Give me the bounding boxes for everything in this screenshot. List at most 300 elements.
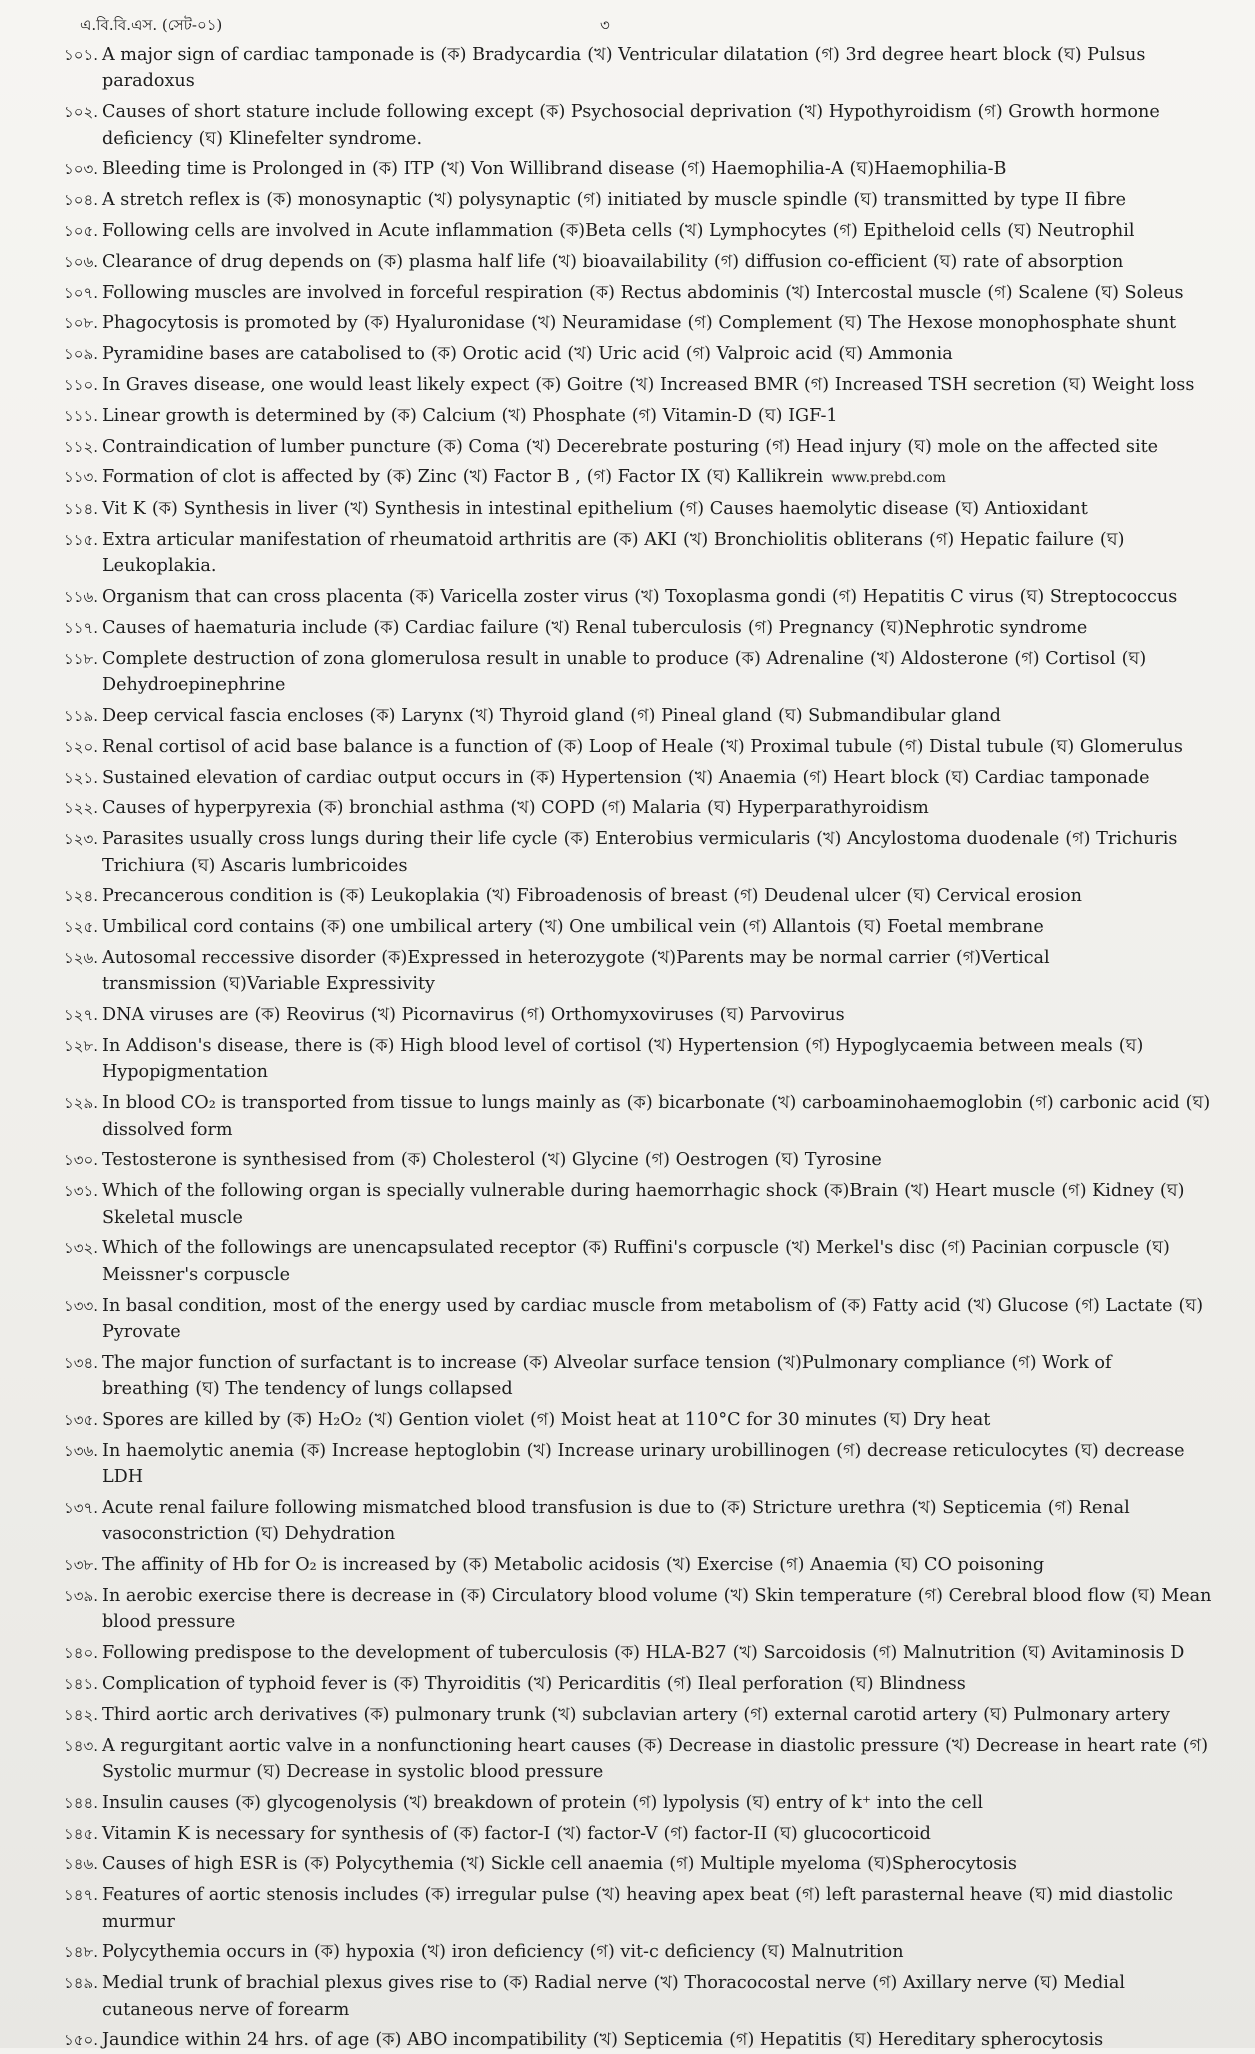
answer-option: (গ) Axillary nerve: [872, 1973, 1028, 1994]
question-stem: Vitamin K is necessary for synthesis of: [102, 1823, 447, 1844]
answer-option: (ক) Synthesis in liver: [151, 499, 338, 520]
question-item: [60, 765, 1215, 791]
question-stem: In basal condition, most of the energy used by cardiac muscle from metabolism of: [102, 1295, 835, 1316]
question-number: ১৪৮.: [64, 1943, 98, 1962]
question-item: [60, 914, 1215, 940]
answer-option: (ক) AKI: [612, 529, 677, 550]
answer-option: (ঘ)Nephrotic syndrome: [879, 617, 1088, 638]
answer-option: (গ) Heart block: [802, 767, 939, 788]
question-body: [102, 1821, 1215, 1847]
answer-option: (ক) Hypertension: [529, 767, 682, 788]
answer-option: (গ) Renal vasoconstriction: [102, 1497, 1130, 1545]
answer-option: (ক) Psychosocial deprivation: [539, 102, 792, 123]
answer-option: (খ) Von Willibrand disease: [440, 159, 675, 180]
question-number: ১৪২.: [64, 1705, 98, 1724]
question-item: [60, 1033, 1215, 1086]
question-body: [102, 703, 1215, 729]
question-body: [102, 1552, 1215, 1578]
answer-option: (ঘ) Soleus: [1094, 282, 1184, 303]
question-item: [60, 1640, 1215, 1666]
answer-option: (গ) Hepatic failure: [928, 529, 1094, 550]
question-stem: Umbilical cord contains: [102, 917, 315, 938]
answer-option: (গ) Malaria: [601, 798, 702, 819]
question-item: [60, 187, 1215, 213]
question-number: ১২৪.: [64, 887, 98, 906]
answer-option: (ঘ) The tendency of lungs collapsed: [195, 1379, 513, 1400]
question-body: [102, 1002, 1215, 1028]
answer-option: (গ) Hepatitis: [729, 2030, 842, 2051]
question-number: ১৩৮.: [64, 1556, 98, 1575]
answer-option: (ঘ) Blindness: [849, 1673, 966, 1694]
answer-option: (খ) heaving apex beat: [595, 1885, 790, 1906]
answer-option: (খ) Sickle cell anaemia: [459, 1854, 664, 1875]
answer-option: (ক) Rectus abdominis: [589, 282, 780, 303]
question-body: [102, 42, 1215, 95]
answer-option: (খ) Septicemia: [911, 1497, 1042, 1518]
question-stem: The affinity of Hb for O₂ is increased by: [102, 1555, 457, 1576]
answer-option: (গ) Hypoglycaemia between meals: [804, 1035, 1113, 1056]
answer-option: (ঘ) Cardiac tamponade: [944, 767, 1150, 788]
question-stem: Complication of typhoid fever is: [102, 1673, 388, 1694]
question-body: [102, 249, 1215, 275]
question-item: [60, 464, 1215, 491]
question-item: [60, 584, 1215, 610]
answer-option: (ঘ) Leukoplakia.: [102, 529, 1125, 577]
answer-option: (ঘ) dissolved form: [102, 1093, 1211, 1140]
answer-option: (গ) initiated by muscle spindle: [576, 190, 848, 211]
page-number: ৩: [600, 16, 610, 34]
answer-option: (গ) Growth hormone deficiency: [102, 102, 1160, 149]
question-number: ১১৫.: [64, 530, 98, 549]
answer-option: (ক) hypoxia: [313, 1942, 415, 1963]
question-body: [102, 403, 1215, 429]
question-number: ১০৫.: [64, 222, 98, 240]
question-body: [102, 734, 1215, 760]
question-item: [60, 1178, 1215, 1231]
answer-option: (ঘ) Submandibular gland: [777, 705, 1001, 726]
answer-option: (ক) Circulatory blood volume: [460, 1585, 718, 1606]
question-stem: Acute renal failure following mismatched blood transfusion is due to: [102, 1497, 715, 1518]
answer-option: (গ) Epitheloid cells: [832, 221, 1002, 241]
answer-option: (গ) Cerebral blood flow: [917, 1585, 1126, 1606]
question-body: [102, 496, 1215, 522]
question-stem: Formation of clot is affected by: [102, 467, 381, 488]
question-stem: Organism that can cross placenta: [102, 587, 403, 608]
answer-option: (খ) Ventricular dilatation: [587, 45, 809, 65]
question-body: [102, 1640, 1215, 1666]
question-item: [60, 883, 1215, 909]
answer-option: (ঘ) Dry heat: [882, 1409, 991, 1430]
question-body: [102, 914, 1215, 940]
question-stem: Causes of high ESR is: [102, 1854, 298, 1875]
question-stem: Sustained elevation of cardiac output occurs in: [102, 767, 524, 788]
question-item: [60, 1583, 1215, 1636]
answer-option: (গ) Ileal perforation: [666, 1673, 844, 1694]
answer-option: (ঘ) Ascaris lumbricoides: [190, 855, 408, 876]
answer-option: (ক) Increase heptoglobin: [300, 1440, 521, 1461]
answer-option: (গ) carbonic acid: [1028, 1093, 1180, 1114]
question-number: ১২২.: [63, 799, 98, 818]
question-number: ১১৪.: [64, 500, 98, 519]
answer-option: (গ) Causes haemolytic disease: [678, 499, 949, 520]
question-stem: Precancerous condition is: [102, 886, 334, 907]
answer-option: (গ) Pineal gland: [630, 705, 772, 726]
question-stem: Causes of short stature include following except: [102, 102, 534, 123]
question-number: ১২৭.: [63, 1006, 98, 1025]
question-number: ১৩৪.: [64, 1353, 98, 1372]
question-item: [60, 1147, 1215, 1173]
answer-option: (ঘ) CO poisoning: [893, 1555, 1045, 1576]
answer-option: (ক) H₂O₂: [286, 1409, 362, 1430]
answer-option: (গ) Systolic murmur: [102, 1735, 1209, 1782]
question-item: [60, 703, 1215, 729]
answer-option: (ক) Leukoplakia: [339, 886, 480, 907]
answer-option: (খ) Decerebrate posturing: [525, 436, 760, 457]
question-stem: Spores are killed by: [102, 1409, 281, 1430]
question-number: ১৫০.: [64, 2031, 98, 2050]
question-item: [60, 1733, 1215, 1786]
answer-option: (গ) Complement: [687, 313, 832, 334]
answer-option: (খ) Neuramidase: [531, 313, 682, 334]
answer-option: (খ) Bronchiolitis obliterans: [683, 529, 923, 550]
answer-option: (খ) Heart muscle: [904, 1181, 1056, 1202]
question-item: [60, 280, 1215, 306]
answer-option: (খ) Uric acid: [567, 344, 680, 365]
question-number: ১৪৩.: [64, 1736, 98, 1755]
question-list: [60, 42, 1215, 2054]
answer-option: (ঘ) Avitaminosis D: [1021, 1643, 1185, 1664]
answer-option: (ঘ) Hereditary spherocytosis: [847, 2030, 1104, 2051]
question-number: ১০২.: [63, 103, 98, 122]
question-body: [102, 1293, 1215, 1346]
answer-option: (ঘ) Glomerulus: [1049, 736, 1183, 757]
question-item: [60, 249, 1215, 275]
question-body: [102, 945, 1215, 998]
answer-option: (ক) Enterobius vermicularis: [563, 829, 811, 850]
answer-option: (ক) Polycythemia: [303, 1854, 454, 1875]
question-number: ১১৮.: [64, 649, 98, 668]
question-item: [60, 1851, 1215, 1877]
answer-option: (ঘ) transmitted by type II fibre: [853, 190, 1127, 211]
answer-option: (খ) Thoracocostal nerve: [653, 1973, 867, 1994]
question-stem: Vit K: [102, 499, 146, 520]
question-number: ১২৩.: [63, 830, 98, 849]
answer-option: (ক) Cholesterol: [400, 1150, 536, 1171]
question-number: ১০৭.: [63, 283, 98, 302]
answer-option: (ক)Beta cells: [559, 221, 673, 241]
answer-option: (খ) Increase urinary urobillinogen: [526, 1440, 831, 1461]
question-number: ১০৯.: [64, 345, 98, 364]
question-stem: Clearance of drug depends on: [102, 251, 372, 272]
question-body: [102, 1583, 1215, 1636]
question-number: ১০৬.: [63, 252, 98, 271]
answer-option: (ঘ) Klinefelter syndrome.: [198, 128, 423, 149]
answer-option: (ক) Fatty acid: [840, 1295, 961, 1316]
answer-option: (ঘ) Kallikrein: [706, 467, 824, 488]
question-number: ১১৯.: [64, 706, 98, 725]
answer-option: (খ) iron deficiency: [420, 1942, 584, 1963]
answer-option: (ঘ)Spherocytosis: [867, 1854, 1017, 1875]
answer-option: (খ) Proximal tubule: [719, 736, 893, 757]
answer-option: (ক) Thyroiditis: [393, 1673, 522, 1694]
question-body: [102, 1671, 1215, 1697]
question-stem: Autosomal reccessive disorder: [102, 947, 376, 968]
question-stem: Contraindication of lumber puncture: [102, 436, 431, 457]
question-number: ১৪৫.: [64, 1824, 98, 1843]
answer-option: (খ) One umbilical vein: [538, 917, 736, 938]
answer-option: (ক) Loop of Heale: [557, 736, 714, 757]
question-stem: Extra articular manifestation of rheumatoid arthritis are: [102, 529, 607, 550]
question-body: [102, 99, 1215, 152]
answer-option: (ঘ) IGF-1: [757, 405, 838, 426]
question-stem: Following cells are involved in Acute inflammation: [102, 221, 554, 241]
answer-option: (গ) Valproic acid: [685, 344, 833, 365]
answer-option: (গ) Lactate: [1074, 1295, 1173, 1316]
question-item: [60, 1671, 1215, 1697]
answer-option: (ঘ)Variable Expressivity: [222, 974, 435, 995]
question-number: ১০৪.: [64, 191, 98, 210]
question-item: [60, 646, 1215, 699]
answer-option: (খ) Thyroid gland: [468, 705, 625, 726]
answer-option: (গ) Oestrogen: [644, 1150, 769, 1171]
answer-option: (খ) Glycine: [541, 1150, 639, 1171]
answer-option: (ঘ) Dehydroepinephrine: [102, 648, 1147, 696]
answer-option: (ঘ) Tyrosine: [774, 1150, 882, 1171]
answer-option: (গ) Factor IX: [586, 467, 701, 488]
answer-option: (ঘ) Mean blood pressure: [102, 1585, 1212, 1633]
answer-option: (ক) Bradycardia: [440, 45, 582, 65]
question-number: ১২৫.: [64, 918, 98, 937]
question-body: [102, 1350, 1215, 1403]
answer-option: (ক) Zinc: [386, 467, 457, 488]
answer-option: (খ) Toxoplasma gondi: [634, 587, 826, 608]
question-stem: A major sign of cardiac tamponade is: [102, 45, 435, 65]
answer-option: (খ) Lymphocytes: [678, 221, 827, 241]
question-number: ১১১.: [64, 406, 98, 425]
question-body: [102, 1790, 1215, 1816]
question-stem: Which of the followings are unencapsulated receptor: [102, 1238, 576, 1259]
answer-option: (গ) Hepatitis C virus: [831, 587, 1014, 608]
answer-option: (খ) Hypothyroidism: [797, 102, 972, 123]
question-number: ১১৩.: [64, 468, 98, 487]
answer-option: (খ) Factor B ,: [462, 467, 581, 488]
answer-option: (ক) ITP: [371, 159, 435, 180]
question-body: [102, 187, 1215, 213]
answer-option: (গ) factor-II: [663, 1823, 768, 1844]
question-item: [60, 218, 1215, 244]
answer-option: (গ) left parasternal heave: [795, 1885, 1023, 1906]
answer-option: (খ) Increased BMR: [629, 374, 798, 395]
answer-option: (ক) Alveolar surface tension: [522, 1352, 771, 1373]
answer-option: (গ) 3rd degree heart block: [814, 45, 1051, 65]
answer-option: (খ) Aldosterone: [870, 648, 1009, 669]
question-item: [60, 1407, 1215, 1433]
question-stem: Bleeding time is Prolonged in: [102, 159, 366, 180]
question-body: [102, 826, 1215, 879]
answer-option: (ঘ) Antioxidant: [954, 499, 1088, 520]
answer-option: (গ) external carotid artery: [743, 1704, 978, 1725]
answer-option: (ক)Brain: [823, 1181, 899, 1202]
answer-option: (খ) Phosphate: [501, 405, 626, 426]
answer-option: (ঘ) Decrease in systolic blood pressure: [256, 1761, 604, 1782]
question-item: [60, 2027, 1215, 2053]
answer-option: (খ) breakdown of protein: [402, 1792, 627, 1813]
question-stem: Following muscles are involved in forceful respiration: [102, 282, 583, 303]
answer-option: (খ) Picornavirus: [370, 1005, 515, 1026]
question-body: [102, 1090, 1215, 1143]
answer-option: (ঘ) Neutrophil: [1007, 221, 1135, 241]
answer-option: (ঘ) Hyperparathyroidism: [707, 798, 929, 819]
answer-option: (ঘ) Parvovirus: [719, 1005, 845, 1026]
answer-option: (খ) Pericarditis: [527, 1673, 661, 1694]
question-stem: Phagocytosis is promoted by: [102, 313, 358, 334]
answer-option: (খ) Septicemia: [592, 2030, 724, 2051]
answer-option: (গ) Deudenal ulcer: [733, 886, 901, 907]
question-item: [60, 795, 1215, 821]
answer-option: (ঘ) Pyrovate: [102, 1295, 1204, 1342]
question-body: [102, 584, 1215, 610]
question-item: [60, 403, 1215, 429]
question-number: ১২৬.: [63, 948, 98, 967]
question-stem: Deep cervical fascia encloses: [102, 705, 364, 726]
question-body: [102, 615, 1215, 641]
answer-option: (ঘ) Medial cutaneous nerve of forearm: [102, 1973, 1126, 2020]
question-item: [60, 1090, 1215, 1143]
question-item: [60, 1495, 1215, 1548]
answer-option: (ঘ) rate of absorption: [932, 251, 1124, 272]
question-body: [102, 1235, 1215, 1288]
answer-option: (ঘ) Cervical erosion: [906, 886, 1082, 907]
question-body: [102, 1178, 1215, 1231]
question-item: [60, 1821, 1215, 1847]
question-stem: In blood CO₂ is transported from tissue to lungs mainly as: [102, 1093, 621, 1114]
question-number: ১১২.: [64, 437, 98, 456]
answer-option: (খ) Merkel's disc: [785, 1238, 935, 1259]
answer-option: (ক) Coma: [436, 436, 520, 457]
source-url: www.prebd.com: [831, 470, 946, 487]
answer-option: (খ) Decrease in heart rate: [944, 1735, 1177, 1756]
answer-option: (ঘ) Hypopigmentation: [102, 1035, 1144, 1083]
question-body: [102, 1147, 1215, 1173]
answer-option: (ক) Decrease in diastolic pressure: [637, 1735, 939, 1756]
question-body: [102, 1033, 1215, 1086]
question-body: [102, 527, 1215, 580]
question-body: [102, 341, 1215, 367]
question-item: [60, 1552, 1215, 1578]
question-item: [60, 310, 1215, 336]
question-body: [102, 795, 1215, 821]
question-body: [102, 434, 1215, 460]
answer-option: (খ) Fibroadenosis of breast: [485, 886, 728, 907]
answer-option: (ক) Goitre: [535, 374, 624, 395]
answer-option: (ক) bronchial asthma: [317, 798, 505, 819]
answer-option: (ঘ) decrease LDH: [102, 1440, 1185, 1488]
answer-option: (ঘ) Weight loss: [1061, 374, 1195, 395]
answer-option: (গ) Vitamin-D: [631, 405, 752, 426]
question-stem: In aerobic exercise there is decrease in: [102, 1585, 455, 1606]
question-number: ১৪৪.: [64, 1793, 98, 1812]
question-item: [60, 1438, 1215, 1491]
answer-option: (গ) Haemophilia-A: [680, 159, 844, 180]
answer-option: (গ) lypolysis: [632, 1792, 740, 1813]
question-body: [102, 646, 1215, 699]
question-stem: Parasites usually cross lungs during their life cycle: [102, 829, 558, 850]
question-number: ১৪৭.: [64, 1886, 98, 1905]
question-number: ১৩৯.: [64, 1586, 98, 1605]
question-body: [102, 156, 1215, 182]
answer-option: (খ) Hypertension: [647, 1035, 799, 1056]
answer-option: (খ)Pulmonary compliance: [776, 1352, 1006, 1373]
question-item: [60, 1939, 1215, 1965]
answer-option: (গ) Cortisol: [1014, 648, 1116, 669]
question-number: ১০৩.: [63, 160, 98, 179]
question-number: ১৩২.: [63, 1239, 98, 1258]
question-body: [102, 1939, 1215, 1965]
answer-option: (ঘ)Haemophilia-B: [849, 159, 1007, 180]
answer-option: (খ) polysynaptic: [427, 190, 571, 211]
question-stem: In Addison's disease, there is: [102, 1035, 363, 1056]
question-body: [102, 765, 1215, 791]
answer-option: (ক) HLA-B27: [613, 1643, 727, 1664]
answer-option: (ক) High blood level of cortisol: [368, 1035, 642, 1056]
question-number: ১১০.: [64, 375, 98, 394]
question-stem: Polycythemia occurs in: [102, 1942, 308, 1963]
question-stem: Complete destruction of zona glomerulosa result in unable to produce: [102, 648, 729, 669]
question-body: [102, 1702, 1215, 1728]
question-number: ১১৬.: [64, 588, 98, 607]
question-number: ১০১.: [64, 46, 98, 64]
answer-option: (খ) Glucose: [966, 1295, 1069, 1316]
question-item: [60, 1970, 1215, 2023]
question-stem: Medial trunk of brachial plexus gives rise to: [102, 1973, 497, 1994]
answer-option: (ঘ) mole on the affected site: [907, 436, 1159, 457]
answer-option: (ক) Larynx: [369, 705, 463, 726]
answer-option: (গ) Malnutrition: [872, 1643, 1016, 1664]
answer-option: (গ) Work of breathing: [102, 1352, 1112, 1400]
question-item: [60, 734, 1215, 760]
answer-option: (ঘ) Foetal membrane: [856, 917, 1044, 938]
answer-option: (ক) Adrenaline: [734, 648, 865, 669]
question-stem: Third aortic arch derivatives: [102, 1704, 358, 1725]
answer-option: (খ) Ancylostoma duodenale: [816, 829, 1060, 850]
question-body: [102, 1970, 1215, 2023]
answer-option: (গ) Kidney: [1061, 1181, 1154, 1202]
question-item: [60, 496, 1215, 522]
question-body: [102, 280, 1215, 306]
answer-option: (গ) Distal tubule: [898, 736, 1044, 757]
answer-option: (ক) plasma half life: [377, 251, 546, 272]
answer-option: (গ) Multiple myeloma: [669, 1854, 862, 1875]
answer-option: (ক) Varicella zoster virus: [408, 587, 629, 608]
question-body: [102, 310, 1215, 336]
answer-option: (গ) Pregnancy: [747, 617, 874, 638]
question-item: [60, 341, 1215, 367]
answer-option: (ঘ) entry of k⁺ into the cell: [745, 1792, 983, 1813]
question-stem: Pyramidine bases are catabolised to: [102, 344, 425, 365]
question-item: [60, 1702, 1215, 1728]
question-stem: Jaundice within 24 hrs. of age: [102, 2030, 370, 2051]
question-stem: A stretch reflex is: [102, 190, 261, 211]
question-item: [60, 1293, 1215, 1346]
answer-option: (গ) Increased TSH secretion: [803, 374, 1056, 395]
page-header: [60, 14, 1215, 42]
answer-option: (খ) Intercostal muscle: [785, 282, 982, 303]
question-number: ১০৮.: [64, 314, 98, 333]
question-body: [102, 883, 1215, 909]
question-item: [60, 1350, 1215, 1403]
question-item: [60, 527, 1215, 580]
answer-option: (ঘ) Malnutrition: [760, 1942, 904, 1963]
